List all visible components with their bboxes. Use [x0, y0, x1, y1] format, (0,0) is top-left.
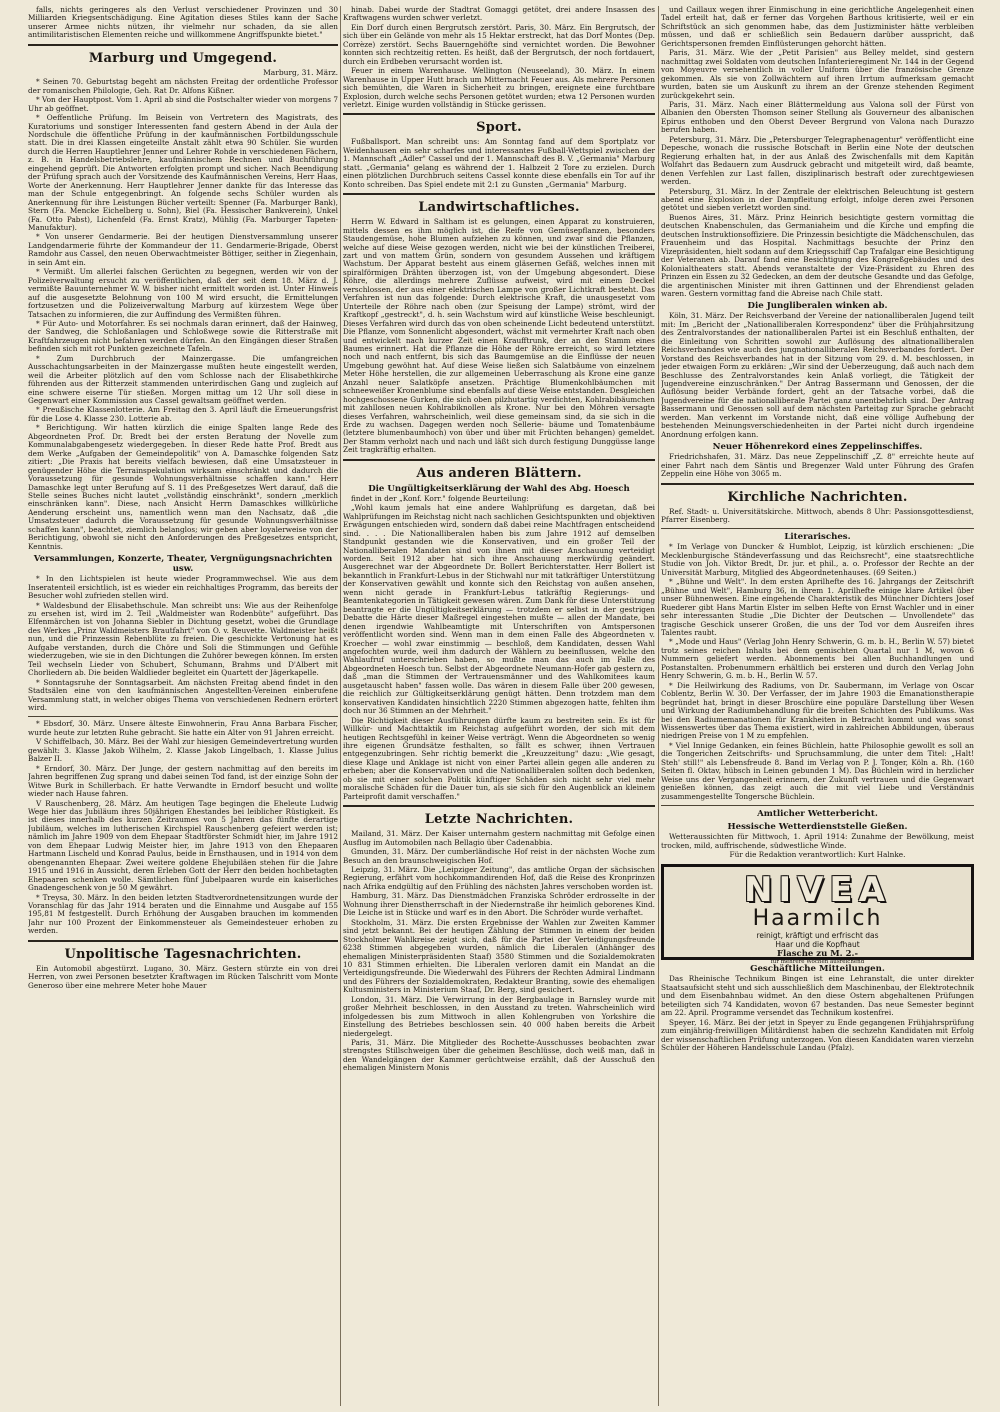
section-heading: Letzte Nachrichten.: [424, 812, 574, 828]
section-heading: Sport.: [476, 120, 522, 136]
article-text: Leipzig, 31. März. Die „Leipziger Zeitung", das amtliche Organ der sächsischen Regierung, erfährt vom hochkommandirenden Hof, daß die Reise des Kronprinzen nach Afrika endgültig auf den Frühling des nächsten Jahres verschoben worden ist.: [343, 864, 655, 891]
article-text: * Erndorf, 30. März. Der Junge, der gestern nachmittag auf den bereits im Jahren begriffenen Zug sprang und dabei seinen Tod fand, ist der einzige Sohn der Witwe Burk in Schillerbach. Er hatte Verwandte in Erndorf besucht und wollte wieder nach Hause fahren.: [28, 763, 338, 799]
article-text: Speyer, 16. März. Bei der jetzt in Speyer zu Ende gegangenen Frühjahrsprüfung zum einjährig-freiwilligen Militärdienst haben die sechzehn Kandidaten mit Erfolg der wissenschaftlichen Prüfung unterzogen. Von diesen Kandidaten waren vierzehn Schüler der Höheren Handelsschule Landau (Pfalz).: [661, 1017, 974, 1053]
article-text: Wetteraussichten für Mittwoch, 1. April 1914: Zunahme der Bewölkung, meist trocken, mild, auffrischende, südwestliche Winde.: [661, 832, 974, 850]
column-right: [661, 6, 974, 1406]
article-text: Herrn W. Edward in Saltham ist es gelungen, einen Apparat zu konstruieren, mittels dessen es ihm möglich ist, die Reife von Gemüsepflanzen, besonders Staudengemüse, hohe Blumen aufziehen zu können, und zwar sind die Pflanzen, welche auf diese Weise gezogen werden, nicht wie bei der künstlichen Treiberei, zart und von mattem Grün, sondern von gesundem Aussehen und kräftigem Wachstum. Der Apparat besteht aus einem gläsernen Gefäß, welches innen mit spiralförmigen Drähten überzogen ist, von der Umgebung abgesondert. Diese Röhre, die allerdings mehrere Zuflüsse aufweist, wird mit einem Deckel verschlossen, der aus einer elektrischen Lampe von großer Lichtkraft besteht. Das Verfahren ist nun das folgende: Durch elektrische Kraft, die unausgesetzt vom Unterteile der Röhre nach oben (zur Speisung der Lampe) strömt, wird der Kraftkopf „gestreckt", d. h. sein Wachstum wird auf künstliche Weise beschleunigt. Dieses Verfahren wird durch das von oben scheinende Licht bedeutend unterstützt. Die Pflanze, vom Sonnenlicht abgesondert, wächst mit vermehrter Kraft nach oben und entwickelt nach kurzer Zeit einen Kraufftrunk, der an den Stamm eines Baumes erinnert. Hat die Pflanze die Höhe der Röhre erreicht, so wird letztere noch und nach entfernt, bis sich das Baumgemüse an die Einflüsse der neuen Umgebung gewöhnt hat. Auf diese Weise ließen sich Salatbäume von einzelnem Meter Höhe herstellen, die zur allgemeinen Ueberraschung als Krone eine ganze Anzahl neuer Salatköpfe ansetzen. Prächtige Blumenkohlbäumchen mit schneeweißer Kronenblume sind ebenfalls auf diese Weise entstanden. Desgleichen hochgeschossene Gurken, die sich oben pilzhutartig verdichten, Kohlrabibäumchen mit zahllosen neuen Kohlrabiknollen als Krone. Nur bei den Möhren versagte dieses Verfahren, wahrscheinlich, weil diese gemeinsam sind, da sie sich in die Erde zu wachsen. Dagegen werden noch Sellerie- bäume und Tomatenbäume (letztere blumenbaumhoch) von über und über mit Früchten behangen) gemeldet. Der Stamm verholzt nach und nach und läßt sich durch festigung Dunggüsse lange Zeit tragkräftig erhalten.: [343, 217, 655, 455]
divider: [28, 940, 338, 942]
divider: [28, 716, 338, 717]
section-heading: Landwirtschaftliches.: [418, 200, 580, 216]
section-heading: Unpolitische Tagesnachrichten.: [64, 946, 302, 962]
article-text: Stockholm, 31. März. Die ersten Ergebnisse der Wahlen zur Zweiten Kammer sind jetzt bekannt. Bei der heutigen Zählung der Stimmen in einem der beiden Stockholmer Wahlkreise zeigt sich, daß für die Partei der Verteidigungsfreunde 6238 Stimmen abgegeben wurden, nämlich die Liberalen (Anhänger des ehemaligen Ministerpräsidenten Staaf) 3580 Stimmen und die Sozialdemokraten 10 831 Stimmen erhielten. Die Liberalen verloren damit ein Mandat an die Verteidigungsfreunde. Die Wiederwahl des Führers der Rechten Admiral Lindmann und des Führers der Sozialdemokraten, Redakteur Branting, sowie des ehemaligen Kultusministers in Ministerium Staaf, Dr. Berg, sind gesichert.: [343, 917, 655, 995]
article-text: „Wohl kaum jemals hat eine andere Wahlprüfung es dargetan, daß bei Wahlprüfungen im Reichstag nicht nach sachlichen Gesichtspunkten und objektiven Erwägungen entschieden wird, sondern daß dabei reine Machtfragen entscheidend sind. . . . Die Nationalliberalen haben bis zum Jahre 1912 auf demselben Standpunkt gestanden wie die Konservativen, und ein großer Teil der Nationalliberalen Mandaten sind von ihnen mit dieser Anschauung verteidigt worden. Seit 1912 aber hat sich ihre Anschauung merkwürdig geändert. Ausgerechnet war der Abgeordnete Dr. Bollert Berichterstatter. Herr Bollert ist bekanntlich in Frankfurt-Lebus in der Stichwahl nur mit tatkräftiger Unterstützung der Konservativen gewählt und konnte sich den Reichstag von außen ansehen, wenn nicht gerade in Frankfurt-Lebus tatkräftig Regierungs- und Beamtenkategorien in Tätigkeit gewesen wären. Zum Dank für diese Unterstützung beantragte er die Ungültigkeitserklärung — trotzdem er selbst in der gestrigen Debatte die Härte dieser Maßregel eingestehen mußte — allen der Mandate, bei denen irgendwie Wahlbeamtigte mit Unterschriften von Amtspersonen veröffentlicht worden sind. Wenn man in dem einen Falle des Abgeordneten v. Kroecher — wohl zwar einstimmig — beschloß, dem Kandidaten, dessen Wahl angefochten wurde, weil ihm dadurch der Wählern zu beeinflussen, welche den Wahlaufruf unterschrieben haben, so mußte man das auch im Falle des Abgeordneten Hoesch tun. Selbst der Abgeordnete Neumann-Hofer gab gestern zu, daß „man die Stimmen der Vertrauensmänner und des Wahlkomitees kaum ausgetauscht haben" fassen wolle. Das wären in diesem Falle über 200 gewesen, die reichlich zur Gültigkeitserklärung genügt hätten. Denn trotzdem man dem konservativen Kandidaten hinsichtlich 2220 Stimmen abgezogen hatte, fehlten ihm doch nur 36 Stimmen an der Mehrheit.": [343, 503, 655, 716]
divider: [343, 459, 655, 461]
ad-line: reinigt, kräftigt und erfrischt das: [756, 931, 879, 941]
article-text: * Preußische Klassenlotterie. Am Freitag den 3. April läuft die Erneuerungsfrist für die Lose 4. Klasse 230. Lotterie ab.: [28, 405, 338, 423]
article-text: * Von der Hauptpost. Vom 1. April ab sind die Postschalter wieder von morgens 7 Uhr ab geöffnet.: [28, 95, 338, 113]
section-heading: Aus anderen Blättern.: [416, 465, 582, 481]
subsection-heading: Hessische Wetterdienststelle Gießen.: [727, 822, 908, 833]
article-text: Ein Automobil abgestürzt. Lugano, 30. März. Gestern stürzte ein von drei Herren, von zwei Personen besetzter Kraftwagen im Rücken Talschritt vom Monte Generoso über eine mehrere Meter hohe Mauer: [28, 963, 338, 990]
article-text: Köln, 31. März. Der Reichsverband der Vereine der nationalliberalen Jugend teilt mit: Im „Bericht der „Nationalliberalen Korrespondenz" über die Frühjahrsitzung des Zentralvorstandes der nationalliberalen Partei ist ein Beschluß enthalten, der die Einleitung von Schritten sowohl zur Auflösung des altnationalliberalen Reichsverbandes wie auch des jungnationalliberalen Reichsverbandes fordert. Der Vorstand des Reichsverbandes hat in der Sitzung vom 29. d. M. beschlossen, in jeder etwaigen Form zu erklären: „Wir sind der Ueberzeugung, daß auch nach dem Beschlusse des Zentralvorstandes kein Anlaß vorliegt, die Tätigkeit der Jugendvereine einzuschränken." Der Antrag Bassermann und Genossen, der die Auflösung beider Verbände fordert, geht an der Tatsache vorbei, daß die Jugendvereine für die nationalliberale Partei ganz unentbehrlich sind. Der Antrag Bassermann und Genossen soll auf dem nächsten Parteitag zur Sprache gebracht werden. Man verkennt im Vorstande nicht, daß eine völlige Aufhebung der bestehenden Meinungsverschiedenheiten in der Partei nicht durch irgendeine Anordnung erfolgen kann.: [661, 311, 974, 439]
article-text: * In den Lichtspielen ist heute wieder Programmwechsel. Wie aus dem Inseratenteil ersichtlich, ist es wieder ein reichhaltiges Programm, das bereits der Besucher wohl zufrieden stellen wird.: [28, 574, 338, 601]
article-text: Friedrichshafen, 31. März. Das neue Zeppelinschiff „Z. 8" erreichte heute auf einer Fahrt nach dem Säntis und Bregenzer Wald unter Führung des Grafen Zeppelin eine Höhe von 3065 m.: [661, 452, 974, 479]
article-text: Petersburg, 31. März. Die „Petersburger Telegraphenagentur" veröffentlicht eine Depesche, wonach die russische Botschaft in Berlin eine Note der deutschen Regierung erhalten hat, in der aus Anlaß des Zwischenfalls mit dem Kapitän Wolfahrt das Bedauern zum Ausdruck gebracht und mitgeteilt wird, daß beamte, denen Verfehlen zur Last fallen, disziplinarisch bestraft oder zurechtgewiesen werden.: [661, 134, 974, 187]
section-heading: Marburg und Umgegend.: [88, 50, 278, 66]
article-text: * Berichtigung. Wir hatten kürzlich die einige Spalten lange Rede des Abgeordneten Prof. Dr. Bredt bei der ersten Beratung der Novelle zum Kommunalabgabengesetz wiedergegeben. In dieser Rede hatte Prof. Bredt aus dem Werke „Aufgaben der Gemeindepolitik" von A. Damaschke folgenden Satz zitiert: „Die Praxis hat bereits vielfach bewiesen, daß eine Umsatzsteuer in genügender Höhe die Terrainspekulation wirksam einschränkt und dadurch die Voraussetzung für gesunde Wohnungsverhältnisse schaffen kann." Herr Damaschke legt unter Berufung auf S. 11 des Preßgesetzes Wert darauf, daß die Stelle seines Buches nicht lautet „vollständig einschränkt", sondern „merklich einschränken kann". Diese, nach Ansicht Herrn Damaschkes willkürliche Aenderung erscheint uns, namentlich wenn man den Nachsatz, daß „die Umsatzsteuer dadurch die Voraussetzung für gesunde Wohnungsverhältnisse schaffen kann", beachtet, ziemlich belanglos; wir geben aber loyalerweise von der Berichtigung, obwohl sie nicht den Anforderungen des Preßgesetzes entspricht, Kenntnis.: [28, 423, 338, 551]
article-text: London, 31. März. Die Verwirrung in der Bergbaulage in Barnsley wurde mit großer Mehrheit beschlossen, in den Ausstand zu treten. Wahrscheinlich wird infolgedessen bis zum Mittwoch in allen Kohlengruben von Yorkshire die Einstellung des Betriebes beschlossen sein. 40 000 haben bereits die Arbeit niedergelegt.: [343, 994, 655, 1038]
article-text: Hamburg, 31. März. Das Dienstmädchen Franziska Schröder erdrosselte in der Wohnung ihrer Dienstherrschaft in der Niedernstraße ihr heimlich geborenes Kind. Die Leiche ist in Stücke und warf es in den Abort. Die Schröder wurde verhaftet.: [343, 891, 655, 918]
article-text: * „Bühne und Welt". In dem ersten Aprilhefte des 16. Jahrgangs der Zeitschrift „Bühne und Welt", Hamburg 36, in ihrem 1. Aprilhefte einige klare Artikel über unser Bühnenwesen. Eine eingehende Charakteristik des Münchner Dichters Josef Ruederer gibt Hans Martin Elster im selben Hefte von Ernst Wachler und in einer sehr interessanten Studie „Die Dichter der Deutschen — Unvollendete" das tragische Geschick unserer Großen, die uns der Tod vor dem Ausreifen ihres Talentes raubt.: [661, 577, 974, 637]
article-text: Fußballsport. Man schreibt uns: Am Sonntag fand auf dem Sportplatz vor Weidenhausen ein sehr scharfes und interessantes Fußball-Wettspiel zwischen der 1. Mannschaft „Adler" Cassel und der 1. Mannschaft des B. V. „Germania" Marburg statt. „Germania" gelang es während der 1. Halbzeit 2 Tore zu erzielen. Durch einen plötzlichen Durchbruch seitens Cassel konnte diese ebenfalls ein Tor auf ihr Konto schreiben. Das Spiel endete mit 2:1 zu Gunsten „Germania" Marburg.: [343, 137, 655, 189]
article-text: * Für Auto- und Motorfahrer. Es sei nochmals daran erinnert, daß der Hainweg, der Sandweg, die Schloßanlagen und Schloßwege sowie die Ritterstraße mit Kraftfahrzeugen nicht befahren werden dürfen. An den Eingängen dieser Straßen befinden sich mit rot Punkten gezeichnete Tafeln.: [28, 318, 338, 354]
subsection-heading: Neuer Höhenrekord eines Zeppelinschiffes.: [712, 442, 923, 453]
article-text: Petersburg, 31. März. In der Zentrale der elektrischen Beleuchtung ist gestern abend eine Explosion in der Dampfleitung erfolgt, infolge deren zwei Personen getötet und sieben verletzt worden sind.: [661, 186, 974, 213]
divider: [343, 805, 655, 807]
article-text: * Ebsdorf, 30. März. Unsere älteste Einwohnerin, Frau Anna Barbara Fischer, wurde heute zur letzten Ruhe gebracht. Sie hatte ein Alter von 91 Jahren erreicht.: [28, 719, 338, 737]
article-text: Paris, 31. März. Nach einer Blättermeldung aus Valona soll der Fürst von Albanien den Obersten Thomson seiner Stellung als Gouverneur des albanischen Epirus enthoben und den Oberst Deveer Bergrund von Valona nach Durazzo berufen haben.: [661, 99, 974, 135]
divider: [661, 483, 974, 485]
article-text: Gmunden, 31. März. Der cumberländische Hof reist in der nächsten Woche zum Besuch an den braunschweigischen Hof.: [343, 847, 655, 865]
article-text: Mailand, 31. März. Der Kaiser unternahm gestern nachmittag mit Gefolge einen Ausflug im Automobilen nach Bellagio über Cadenabbia.: [343, 829, 655, 847]
column-middle: [343, 6, 655, 1406]
divider: [28, 44, 338, 46]
article-text: * „Mode und Haus" (Verlag John Henry Schwerin, G. m. b. H., Berlin W. 57) bietet trotz seines reichen Inhalts bei dem gemischten Quartal nur 1 M, wovon 6 Nummern geliefert werden. Abonnements bei allen Buchhandlungen und Postanstalten. Probenummern erhältlich bei ersteren und durch den Verlag John Henry Schwerin, G. m. b. H., Berlin W. 57.: [661, 637, 974, 681]
article-text: * Im Verlage von Duncker & Humblot, Leipzig, ist kürzlich erschienen: „Die Mecklenburgische Ständeverfassung und das Reichsrecht", eine staatsrechtliche Studie von Joh. Viktor Bredt, Dr. jur. et phil., a. o. Professor der Rechte an der Universität Marburg, Mitglied des Abgeordnetenhauses. (69 Seiten.): [661, 542, 974, 577]
column-divider: [658, 6, 659, 1406]
article-text: Die Richtigkeit dieser Ausführungen dürfte kaum zu bestreiten sein. Es ist für Willkür- und Machttaktik im Reichstag aufgeführt worden, der sich mit dem heutigen Rechtsgefühl in keiner Weise verträgt. Wenn die Abgeordneten so wenig ihre eigenen Grundsätze festhalten, so fällt es schwer, ihnen Vertrauen entgegenzubringen. Sehr richtig bemerkt die „Kreuzzeitung" dazu: „Wie gesagt, diese Klage und Anklage ist nicht von einer Partei allein gegen alle anderen zu erheben; aber die Konservativen und die Nationalliberalen sollten doch bedenken, ob sie mit einer solchen Politik künftiger Schäden sich nicht sehr viel mehr moralische Schäden für die Dauer tun, als sie sich für den Augenblick an kleinem Parteiprofit damit verschaffen.": [343, 715, 655, 801]
ad-line: Haar und die Kopfhaut: [775, 940, 860, 950]
column-divider: [340, 6, 341, 1406]
ad-product: Haarmilch: [752, 906, 883, 932]
article-text: V Rauschenberg, 28. März. Am heutigen Tage begingen die Eheleute Ludwig Wege hier das Jubiläum ihres 50jährigen Ehestandes bei leiblicher Rüstigkeit. Es ist dieses innerhalb des kurzen Zeitraumes von 5 Jahren das fünfte derartige Jubiläum, welches im lutherischen Kirchspiel Rauschenberg gefeiert werden ist; nämlich im Jahre 1909 von dem Ehepaar Stadtförster Schmidt hier, im Jahre 1912 von dem Ehepaar Ludwig Meister hier, im Jahre 1913 von den Ehepaaren Hartmann Lischeld und Konrad Paulus, beide in Ernsthausen, und in 1914 von dem obengenannten Ehepaar. Zwei weitere goldene Ehejubiläen stehen für die Jahre 1915 und 1916 in Aussicht, deren Erleben Gott der Herr den beiden hochbetagten Ehepaaren schenken wolle. Sämtlichen fünf Jubelpaaren wurde ein kaiserliches Gnadengeschenk von je 50 M gewährt.: [28, 798, 338, 893]
article-text: Paris, 31. März. Die Mitglieder des Rochette-Ausschusses beobachten zwar strengstes Stillschweigen über die geheimen Beschlüsse, doch weiß man, daß in den Wandelgängen der Kammer gerüchtweise erzählt, daß der Ausschuß den ehemaligen Ministern Monis: [343, 1038, 655, 1073]
article-text: * Zum Durchbruch der Mainzergasse. Die umfangreichen Ausschachtungsarbeiten in der Mainzergasse mußten heute eingestellt werden, weil die Arbeiter plötzlich auf den vom Schlosse nach der Elisabethkirche führenden aus der Ritterzeit stammenden unterirdischen Gang und zugleich auf eine schwere eiserne Tür stießen. Morgen mittag um 12 Uhr soll diese in Gegenwart einer Kommission aus Cassel gewaltsam geöffnet werden.: [28, 353, 338, 406]
ad-small-print: für mehrere Wochen ausreichend: [770, 959, 865, 966]
section-heading: Kirchliche Nachrichten.: [727, 489, 908, 505]
article-text: falls, nichts geringeres als den Verlust verschiedener Provinzen und 30 Milliarden Kriegsentschädigung. Eine Agitation dieses Stiles kann der Sache unserer Armee nichts nützen, ihr vielmehr nur schaden, da sie allen antimilitaristischen Elementen reiche und willkommene Angriffspunkte bietet.": [28, 6, 338, 40]
divider: [343, 113, 655, 115]
divider: [661, 528, 974, 529]
article-text: * Von unserer Gendarmerie. Bei der heutigen Dienstversammlung unserer Landgendarmerie führte der Kommandeur der 11. Gendarmerie-Brigade, Oberst Ramdohr aus Cassel, den neuen Oberwachtmeister Böttiger, seither in Ziegenhain, in sein Amt ein.: [28, 232, 338, 267]
article-text: Buenos Aires, 31. März. Prinz Heinrich besichtigte gestern vormittag die deutschen Knabenschulen, das Germaniaheim und die Kirche und empfing die deutschen Instruktionsoffiziere. Die Prinzessin besichtigte die Mädchenschulen, das Frauenheim und das Hospital. Nachmittags besuchte der Prinz den Vizepräsidenten, hielt sodann auf dem Kriegsschiff Cap Trafalgar eine Besichtigung der Veteranen ab. Darauf fand eine Besichtigung des Kongreßgebäudes und des Kolonialtheaters statt. Abends veranstaltete der Vize-Präsident zu Ehren des Prinzen ein Essen zu 32 Gedecken, an dem der deutsche Gesandte und das Gefolge, die argentinischen Minister mit ihren Gattinnen und der Ehrendienst geladen waren. Gestern vormittag fand die Abreise nach Chile statt.: [661, 212, 974, 298]
subsection-heading: Die Jungliberalen winken ab.: [747, 301, 888, 312]
article-text: * Sonntagsruhe der Sonntagsarbeit. Am nächsten Freitag abend findet in den Stadtsälen eine von den kaufmännischen Angestellten-Vereinen einberufene Versammlung statt, in welcher obiges Thema von verschiedenen Rednern erörtert wird.: [28, 677, 338, 712]
nivea-advertisement: [661, 864, 974, 966]
article-text: hinab. Dabei wurde der Stadtrat Gomaggi getötet, drei andere Insassen des Kraftwagens wurden schwer verletzt.: [343, 6, 655, 23]
article-text: * Viel Innige Gedanken, ein feines Büchlein, hatte Philosophie gewollt es soll an die Tongerichen Zeitschrifts- und Spruchsammlung, die unter dem Titel: „Halt! Steh' still!" als Lebensfreude 8. Band im Verlag von P. J. Tonger, Köln a. Rh. (160 Seiten fl. Oktav, hübsch in Leinen gebunden 1 M). Das Büchlein wird in herzlicher Weise uns der Vergangenheit erinnern, der Zukunft vertrauen und die Gegenwart genießen können, das zeigt auch die mit viel Liebe und Verständnis zusammengestellte Tongersche Büchlein.: [661, 740, 974, 801]
subsection-heading: Literarisches.: [784, 532, 851, 543]
ad-price: Flasche zu M. 2.-: [777, 949, 858, 960]
article-text: * Vermißt. Um allerlei falschen Gerüchten zu begegnen, werden wir von der Polizeiverwaltung ersucht zu veröffentlichen, daß der seit dem 18. März d. J. vermißte Bauunternehmer W. W. bisher nicht ermittelt worden ist. Unter Hinweis auf die ausgesetzte Belohnung von 100 M wird ersucht, die Ermittelungen fortzusetzen und die Polizeiverwaltung Marburg auf kürzestem Wege über Tatsachen zu informieren, die zur Auffindung des Vermißten führen.: [28, 267, 338, 319]
article-text: Das Rheinische Technikum Bingen ist eine Lehranstalt, die unter direkter Staatsaufsicht steht und sich ausschließlich dem Maschinenbau, der Elektrotechnik und dem Eisenbahnbau widmet. An den diese Ostern abgehaltenen Prüfungen beteiligten sich 74 Kandidaten, wovon 67 bestanden. Das neue Semester beginnt am 22. April. Programme versendet das Technikum kostenfrei.: [661, 974, 974, 1018]
article-text: Feuer in einem Warenhause. Wellington (Neuseeland), 30. März. In einem Warenhause in Upper Hutt brach um Mitternacht Feuer aus. Als mehrere Personen sich bemühten, die Waren in Sicherheit zu bringen, ereignete eine furchtbare Explosion, durch welche sechs Personen getötet wurden; etwa 12 Personen wurden verletzt. Einige wurden vollständig in Stücke gerissen.: [343, 66, 655, 109]
subsection-heading: Die Ungültigkeitserklärung der Wahl des Abg. Hoesch: [368, 483, 630, 494]
article-text: findet in der „Konf. Korr." folgende Beurteilung:: [351, 493, 529, 503]
subsection-heading: Amtlicher Wetterbericht.: [757, 809, 878, 820]
article-text: * Treysa, 30. März. In den beiden letzten Stadtverordnetensitzungen wurde der Voranschlag für das Jahr 1914 beraten und die Einnahme und Ausgabe auf 155 195,81 M festgestellt. Durch Erhöhung der Ausgaben brauchen im kommenden Jahr nur 100 Prozent der Einkommensteuer als Gemeindesteuer erhoben zu werden.: [28, 892, 338, 936]
editor-note: Für die Redaktion verantwortlich: Kurt Halnke.: [729, 849, 906, 859]
column-left: [28, 6, 338, 1406]
article-text: und Caillaux wegen ihrer Einmischung in eine gerichtliche Angelegenheit einen Tadel erteilt hat, daß er ferner das Vorgehen Barthous kritisierte, weil er ein Schriftstück an sich genommen habe, das dem Justizminister hätte verbleiben müssen, und daß er schließlich sein Bedauern darüber ausspricht, daß Gerichtspersonen fremden Einflüsterungen gehorcht hätten.: [661, 6, 974, 48]
article-text: Paris, 31. März. Wie der „Petit Parisien" aus Belley meldet, sind gestern nachmittag zwei Soldaten vom deutschen Infanterieregiment Nr. 144 in der Gegend von Moyeuvre versehentlich in voller Uniform über die französische Grenze gekommen. Als sie von Zollwächtern auf ihren Irrtum aufmerksam gemacht wurden, baten sie um Auskunft zu ihrem an der Grenze stehenden Regiment zurückgekehrt sein.: [661, 48, 974, 100]
article-text: Ref. Stadt- u. Universitätskirche. Mittwoch, abends 8 Uhr: Passionsgottesdienst, Pfarrer Eisenberg.: [661, 506, 974, 525]
divider: [661, 805, 974, 806]
ad-brand: NIVEA: [744, 870, 891, 911]
article-text: * Waldesbund der Elisabethschule. Man schreibt uns: Wie aus der Reihenfolge zu ersehen ist, wird im 2. Teil „Waldmeister wan Rodenbüte" aufgeführt. Das Elfenmärchen ist von Johanna Siebler in Dichtung gesetzt, wobei die Grundlage des Werkes „Prinz Waldmeisters Brautfahrt" von O. v. Reuvette. Waldmeister heißt nun, und die Prinzessin Rebenblüte zu freien. Die geschickte Vertonung hat es Aufgabe verstanden, durch die Chöre und Soli die Stimmungen und Gefühle wiederzugeben, wie sie in den Dichtungen die Zuhörer bewegen können. Im ersten Teil wechseln Lieder von Schubert, Schumann, Brahms und D'Albert mit Chorliedern ab. Die beiden Waldlieder begleitet ein Quartett der Jägerkapelle.: [28, 600, 338, 678]
subsection-heading: Geschäftliche Mitteilungen.: [750, 964, 885, 975]
article-text: * Oeffentliche Prüfung. Im Beisein von Vertretern des Magistrats, des Kuratoriums und sonstiger Interessenten fand gestern Abend in der Aula der Nordschule die öffentliche Prüfung in der kaufmännischen Fortbildungsschule statt. Die in drei Klassen eingeteilte Anstalt zählt etwa 90 Schüler. Sie wurden durch die Herren Hauptlehrer Jenner und Lehrer Rohde in verschiedenen Fächern, z. B. in Handelsbetriebslehre, kaufmännischem Rechnen und Buchführung eingehend geprüft. Die Antworten erfolgten prompt und sicher. Nach Beendigung der Prüfung sprach auch der Vorsitzende des Kaufmännischen Vereins, Herr Haas, Worte der Anerkennung. Herr Hauptlehrer Jenner dankte für das Interesse das man der Schule entgegenbringt. An folgende sechs Schüler wurden als Anerkennung für ihre Leistungen Bücher verteilt: Spenner (Fa. Marburger Bank), Stern (Fa. Mencke Eichelberg u. Sohn), Biel (Fa. Hessischer Bankverein), Unkel (Fa. Otto Pabst), Lichenfeld (Fa. Ernst Kratz), Mühlig (Fa. Marburger Tapeten-Manufaktur).: [28, 113, 338, 232]
article-text: * Die Heilwirkung des Radiums, von Dr. Saubermann, im Verlage von Oscar Coblentz, Berlin W. 30. Der Verfasser, der im Jahre 1903 die Emanationstherapie begründet hat, bringt in dieser Broschüre eine populäre Darstellung über Wesen und Wirkung der Radiumbehandlung für die breiten Schichten des Publikums. Was bei den Radiumemanationen für Krankheiten in Betracht kommt und was sonst Wissenswertes über das Thema existiert, wird in zahlreichen Abbildungen, überaus niedrigen Preise von 1 M zu empfehlen.: [661, 680, 974, 741]
article-text: V Schiffelbach, 30. März. Bei der Wahl zur hiesigen Gemeindevertretung wurden gewählt: 3. Klasse Jakob Wilhelm, 2. Klasse Jakob Lingelbach, 1. Klasse Julius Balzer II.: [28, 737, 338, 764]
article-text: Ein Dorf durch einen Bergrutsch zerstört. Paris, 30. März. Ein Bergrutsch, der sich über ein Gelände von mehr als 15 Hektar erstreckt, hat das Dorf Montes (Dep. Corrèze) zerstört. Sechs Bauerngehöfte sind vernichtet worden. Die Bewohner konnten sich rechtzeitig retten. Es heißt, daß der Bergrutsch, der noch fortdauert, durch ein Erdbeben verursacht worden ist.: [343, 22, 655, 66]
dateline: Marburg, 31. März.: [263, 67, 338, 77]
subsection-heading: Versammlungen, Konzerte, Theater, Vergnügungsnachrichten usw.: [33, 554, 333, 575]
divider: [343, 193, 655, 195]
article-text: * Seinen 70. Geburtstag begeht am nächsten Freitag der ordentliche Professor der romanischen Philologie, Geh. Rat Dr. Alfons Kißner.: [28, 77, 338, 95]
